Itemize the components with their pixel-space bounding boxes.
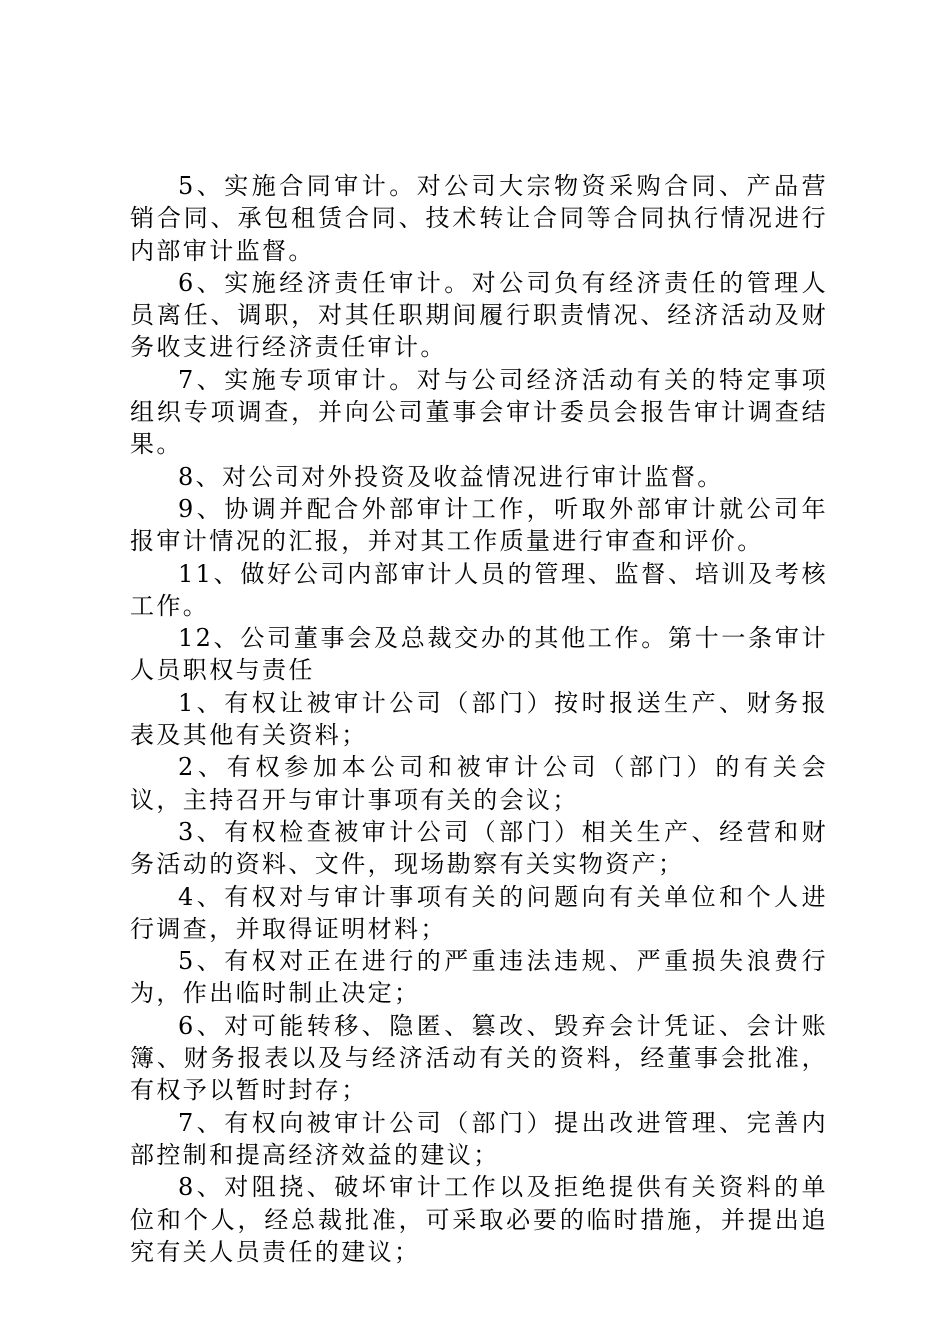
paragraph-external-audit-coordination: 9、协调并配合外部审计工作，听取外部审计就公司年报审计情况的汇报，并对其工作质量进行审查和评价。 bbox=[130, 494, 828, 556]
paragraph-right-suggest-improvements: 7、有权向被审计公司（部门）提出改进管理、完善内部控制和提高经济效益的建议； bbox=[130, 1108, 828, 1169]
paragraph-temporary-measures: 8、对阻挠、破坏审计工作以及拒绝提供有关资料的单位和个人，经总裁批准，可采取必要的临时措施，并提出追究有关人员责任的建议； bbox=[130, 1173, 828, 1266]
paragraph-right-attend-meetings: 2、有权参加本公司和被审计公司（部门）的有关会议，主持召开与审计事项有关的会议； bbox=[130, 753, 828, 814]
paragraph-economic-responsibility-audit: 6、实施经济责任审计。对公司负有经济责任的管理人员离任、调职，对其任职期间履行职责情况、经济活动及财务收支进行经济责任审计。 bbox=[130, 268, 828, 362]
paragraph-investment-audit: 8、对公司对外投资及收益情况进行审计监督。 bbox=[178, 462, 724, 491]
paragraph-right-request-reports: 1、有权让被审计公司（部门）按时报送生产、财务报表及其他有关资料； bbox=[130, 688, 828, 750]
paragraph-special-audit: 7、实施专项审计。对与公司经济活动有关的特定事项组织专项调查，并向公司董事会审计委员会报告审计调查结果。 bbox=[130, 365, 828, 459]
paragraph-other-duties: 12、公司董事会及总裁交办的其他工作。第十一条审计人员职权与责任 bbox=[130, 624, 828, 685]
paragraph-contract-audit: 5、实施合同审计。对公司大宗物资采购合同、产品营销合同、承包租赁合同、技术转让合同等合同执行情况进行内部审计监督。 bbox=[130, 172, 828, 265]
paragraph-right-investigate: 4、有权对与审计事项有关的问题向有关单位和个人进行调查，并取得证明材料； bbox=[130, 882, 828, 943]
paragraph-right-inspect-materials: 3、有权检查被审计公司（部门）相关生产、经营和财务活动的资料、文件，现场勘察有关实物资产； bbox=[130, 817, 828, 879]
paragraph-auditor-management: 11、做好公司内部审计人员的管理、监督、培训及考核工作。 bbox=[130, 559, 828, 620]
paragraph-right-seal-records: 6、对可能转移、隐匿、篡改、毁弃会计凭证、会计账簿、财务报表以及与经济活动有关的资料，经董事会批准，有权予以暂时封存； bbox=[130, 1011, 828, 1105]
paragraph-right-stop-violations: 5、有权对正在进行的严重违法违规、严重损失浪费行为，作出临时制止决定； bbox=[130, 947, 828, 1008]
